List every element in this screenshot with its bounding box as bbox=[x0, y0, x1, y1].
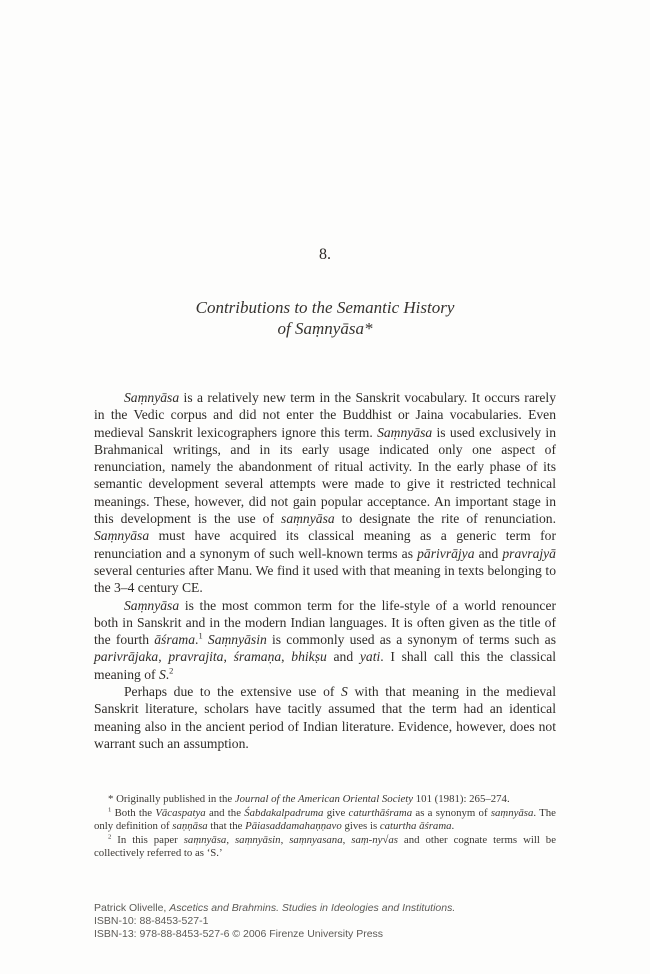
text-segment: Perhaps due to the extensive use of bbox=[124, 684, 342, 700]
text-segment: Journal of the American Oriental Society bbox=[234, 793, 414, 805]
text-segment: as a synonym of bbox=[412, 806, 491, 819]
text-segment: bhikṣu bbox=[291, 649, 327, 665]
text-segment: is used exclusively in Brahmanical writings, and in its early usage indicated only one aspect of renunciation, namely the abandonment of ritual activity. In the early phase of its semantic development several attempts were made to give it restricted technical meanings. These, however, did not gain popular acceptance. An important stage in this development is the use of bbox=[94, 424, 556, 527]
text-segment: saṃnyasana bbox=[289, 833, 343, 846]
text-segment: , bbox=[281, 649, 292, 665]
publication-footer bbox=[94, 902, 594, 941]
text-segment: Saṃnyāsin bbox=[207, 632, 267, 648]
text-segment: is a relatively new term in the Sanskrit vocabulary. It occurs rarely in the Vedic corpus and did not enter the Buddhist or Jaina vocabularies. Even medieval Sanskrit lexicographers ignore this term. bbox=[94, 390, 556, 440]
chapter-title-line1: Contributions to the Semantic History bbox=[195, 298, 455, 317]
text-segment: must have acquired its classical meaning as a generic term for renunciation and a synonym of such well-known terms as bbox=[94, 528, 556, 561]
footnote-1 bbox=[94, 807, 556, 834]
text-segment: and other cognate terms will be collectively referred to as ‘S.’ bbox=[94, 833, 556, 859]
footnotes-block bbox=[94, 793, 556, 861]
footer-isbn10: ISBN-10: 88-8453-527-1 bbox=[94, 915, 209, 927]
chapter-title bbox=[94, 297, 556, 339]
chapter-number: 8. bbox=[319, 246, 331, 263]
text-segment: Saṃnyāsa bbox=[377, 424, 433, 440]
text-segment: and the bbox=[205, 806, 245, 819]
text-segment: Both the bbox=[111, 806, 156, 819]
body-paragraph-1 bbox=[94, 389, 556, 597]
text-segment: saṇṇāsa bbox=[172, 820, 208, 832]
text-segment: pravrajita bbox=[168, 649, 224, 665]
text-segment: . bbox=[165, 666, 170, 682]
text-segment: , bbox=[226, 833, 235, 846]
text-segment: Saṃnyāsa bbox=[94, 528, 150, 544]
text-segment: , bbox=[158, 649, 169, 665]
text-segment: 1 bbox=[108, 805, 112, 813]
text-segment: with that meaning in the medieval Sanskrit literature, scholars have tacitly assumed that the term had an identical meaning also in the ancient period of Indian literature. Evidence, however, does not warrant such an assumption. bbox=[94, 684, 556, 751]
text-segment: śramaṇa bbox=[233, 649, 282, 665]
text-segment: . bbox=[451, 820, 455, 832]
text-segment: 2 bbox=[169, 665, 174, 676]
text-segment: caturthāśrama bbox=[348, 806, 413, 819]
text-segment: Patrick Olivelle, bbox=[94, 902, 170, 914]
text-segment: and bbox=[474, 545, 503, 561]
text-segment: parivrājaka bbox=[94, 649, 159, 665]
text-segment: several centuries after Manu. We find it used with that meaning in texts belonging to the 3–4 century CE. bbox=[94, 562, 556, 596]
text-segment: 2 bbox=[108, 832, 112, 840]
text-segment: give bbox=[323, 806, 349, 819]
footnote-2 bbox=[94, 834, 556, 861]
body-paragraph-3 bbox=[94, 683, 556, 752]
text-segment: 1 bbox=[198, 630, 203, 641]
text-segment: gives is bbox=[341, 820, 380, 832]
text-segment: saṃnyāsa bbox=[281, 511, 335, 527]
text-segment: āśrama bbox=[154, 632, 196, 648]
text-segment: Saṃnyāsa bbox=[124, 597, 180, 613]
text-segment: , bbox=[280, 833, 290, 846]
text-segment: saṃ-ny√as bbox=[351, 833, 398, 846]
text-segment: * Originally published in the bbox=[108, 793, 235, 805]
text-segment: , bbox=[342, 833, 352, 846]
text-segment: Śabdakalpadruma bbox=[244, 806, 324, 819]
text-segment: . The only definition of bbox=[94, 806, 556, 832]
text-segment: caturtha āśrama bbox=[379, 820, 452, 832]
text-segment: . I shall call this the classical meaning of bbox=[94, 649, 557, 682]
text-segment: , bbox=[223, 649, 234, 665]
text-segment: Ascetics and Brahmins. Studies in Ideologies and Institutions. bbox=[169, 902, 456, 914]
text-segment: saṃnyāsin bbox=[234, 833, 281, 846]
text-segment: pārivrājya bbox=[417, 545, 475, 561]
text-segment: 101 (1981): 265–274. bbox=[413, 793, 510, 805]
text-segment: S bbox=[158, 666, 166, 682]
text-segment: to designate the rite of renunciation. bbox=[334, 511, 556, 527]
footnote-star bbox=[94, 793, 556, 807]
text-segment: Pāiasaddamahaṇṇavo bbox=[245, 820, 342, 832]
text-segment: and bbox=[326, 649, 360, 665]
text-segment: pravrajyā bbox=[502, 545, 556, 561]
text-segment: saṃnyāsa bbox=[183, 833, 227, 846]
text-segment: Vācaspatya bbox=[155, 806, 206, 819]
text-segment: that the bbox=[207, 820, 246, 832]
text-segment: Saṃnyāsa bbox=[124, 390, 180, 405]
body-text bbox=[94, 389, 556, 752]
text-segment: S bbox=[341, 684, 348, 700]
text-segment: saṃnyāsa bbox=[490, 806, 534, 819]
text-segment: yati bbox=[359, 649, 381, 665]
text-segment: is the most common term for the life-style of a world renouncer both in Sanskrit and in the modern Indian languages. It is often given as the title of the fourth bbox=[94, 597, 556, 648]
text-segment: is commonly used as a synonym of terms such as bbox=[266, 632, 556, 648]
footer-isbn13: ISBN-13: 978-88-8453-527-6 © 2006 Firenze University Press bbox=[94, 928, 384, 940]
footer-book-title-line bbox=[94, 902, 594, 915]
text-segment: . bbox=[195, 632, 199, 648]
text-segment: In this paper bbox=[111, 833, 184, 846]
chapter-title-line2: of Saṃnyāsa* bbox=[277, 319, 373, 338]
body-paragraph-2 bbox=[94, 597, 556, 683]
